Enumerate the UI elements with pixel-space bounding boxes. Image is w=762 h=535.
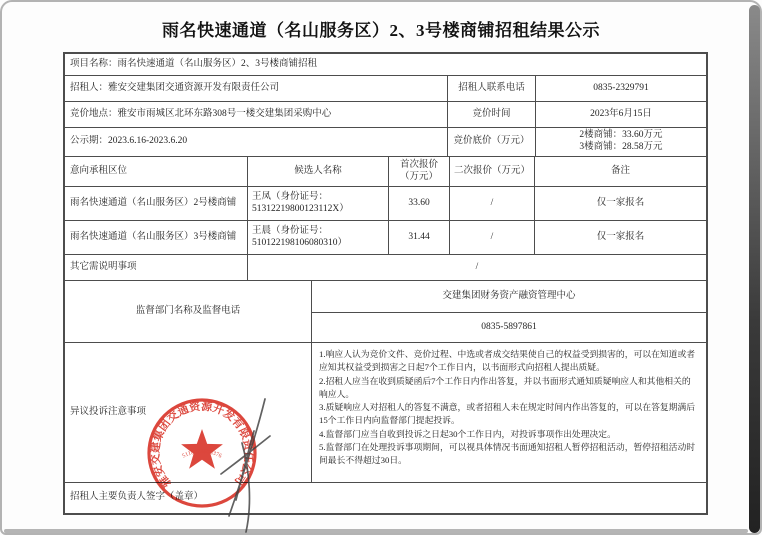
row-column-headers [65,156,706,186]
objection-text [311,343,706,482]
header-location: 意向承租区位 [70,165,128,176]
row1-candidate: 王凤（身份证号：51312219800123112X） [247,187,388,220]
row1-first-offer: 33.60 [388,187,449,220]
row1-location: 雨名快速通道（名山服务区）2号楼商铺 [70,197,237,208]
row2-remark: 仅一家报名 [534,221,706,254]
row-lessor [65,75,706,101]
row-project-name [65,54,706,75]
row-publicity [65,127,706,156]
seal-company-text: 雅安交建集团交通资源开发有限责任公司 [149,400,255,490]
other-notes-label: 其它需说明事项 [70,261,137,272]
row2-location: 雨名快速通道（名山服务区）3号楼商铺 [70,231,237,242]
row2-second-offer: / [449,221,534,254]
other-notes-value: / [247,255,706,280]
signature-label: 招租人主要负责人签字（盖章） [70,492,204,503]
company-seal [145,396,261,514]
table-row [65,220,706,254]
header-second-offer: 二次报价（万元） [449,157,534,186]
objection-item-3: 3.质疑响应人对招租人的答复不满意，或者招租人未在规定时间内作出答复的，可以在答复期满后15个工作日内向监督部门提起投诉。 [319,402,696,426]
document-title: 雨名快速通道（名山服务区）2、3号楼商铺招租结果公示 [162,21,600,40]
row2-first-offer: 31.44 [388,221,449,254]
lessor-phone-label: 招租人联系电话 [447,76,535,101]
supervision-label: 监督部门名称及监督电话 [135,305,241,316]
project-name-cell: 项目名称：雨名快速通道（名山服务区）2、3号楼商铺招租 [70,58,318,69]
seal-star-icon [181,429,223,469]
supervision-phone: 0835-5897861 [481,321,537,332]
lessor-cell: 招租人：雅安交建集团交通资源开发有限责任公司 [70,82,280,93]
venue-cell: 竞价地点：雅安市雨城区北环东路308号一楼交建集团采购中心 [70,108,332,119]
row-other-notes [65,254,706,280]
row2-candidate: 王晨（身份证号：510122198106080310） [247,221,388,254]
lessor-phone-value: 0835-2329791 [535,76,706,101]
row-supervision [65,280,706,342]
header-remark: 备注 [534,157,706,186]
supervision-dept: 交建集团财务资产融资管理中心 [312,281,706,313]
header-first-offer: 首次报价（万元） [388,157,449,186]
base-price-values [535,128,706,156]
publicity-period-cell: 公示期：2023.6.16-2023.6.20 [70,136,188,147]
row-venue [65,101,706,127]
seal-code-text: 5118023506376 [181,449,223,460]
header-candidate: 候选人名称 [247,157,388,186]
objection-item-1: 1.响应人认为竞价文件、竞价过程、中选或者成交结果使自己的权益受到损害的，可以在知道或者应知其权益受到损害之日起7个工作日内，以书面形式向招租人提出质疑。 [319,349,696,373]
bidding-time-label: 竞价时间 [447,102,535,127]
scan-edge-right [749,5,760,533]
objection-item-2: 2.招租人应当在收到质疑函后7个工作日内作出答复，并以书面形式通知质疑响应人和其他相关的响应人。 [319,375,691,399]
row1-remark: 仅一家报名 [534,187,706,220]
supervision-values [311,281,706,342]
objection-label: 异议投诉注意事项 [70,406,147,417]
bidding-time-value: 2023年6月15日 [535,102,706,127]
objection-item-5: 5.监督部门在处理投诉事项期间，可以视具体情况书面通知招租人暂停招租活动，暂停招租活动时间最长不得超过30日。 [319,442,696,466]
base-price-floor3: 3楼商铺：28.58万元 [579,142,663,152]
base-price-floor2: 2楼商铺：33.60万元 [579,130,663,141]
scan-edge-bottom [4,529,748,533]
objection-item-4: 4.监督部门应当自收到投诉之日起30个工作日内，对投诉事项作出处理决定。 [319,428,616,439]
table-row [65,186,706,220]
base-price-label: 竞价底价（万元） [447,128,535,156]
row1-second-offer: / [449,187,534,220]
